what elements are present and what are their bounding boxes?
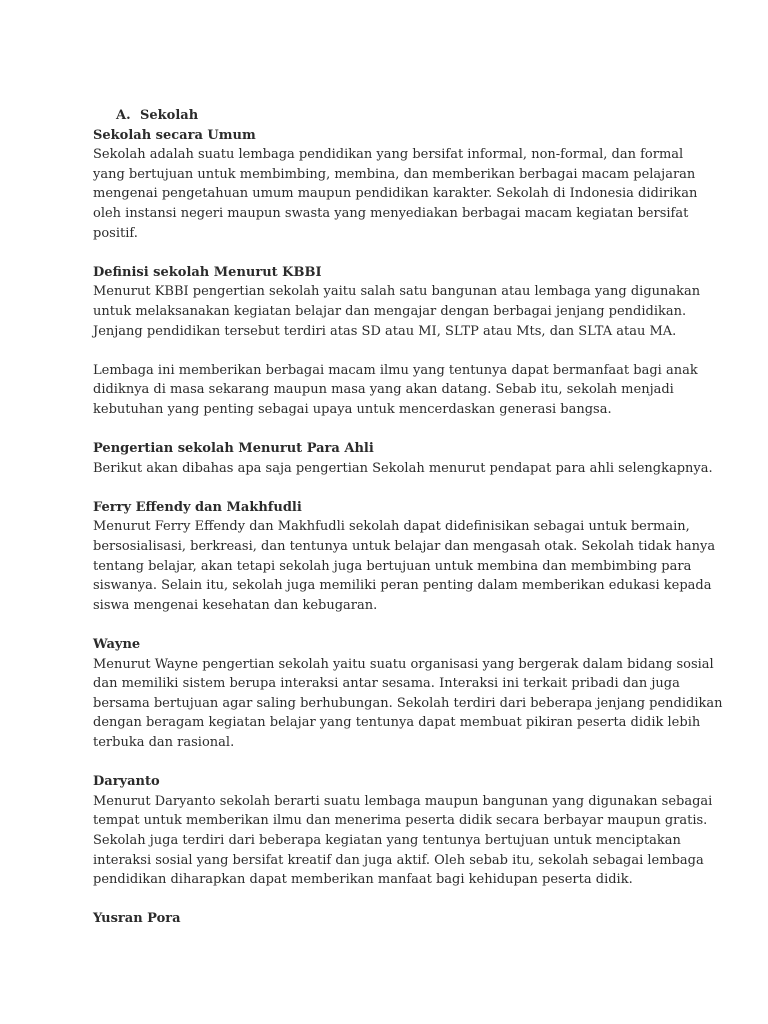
text-line: Menurut Ferry Effendy dan Makhfudli sekolah dapat didefinisikan sebagai untuk bermain, (93, 519, 690, 535)
text-line: Berikut akan dibahas apa saja pengertian Sekolah menurut pendapat para ahli selengkapnya. (93, 460, 713, 476)
text-line: bersosialisasi, berkreasi, dan tentunya untuk belajar dan mengasah otak. Sekolah tidak hanya (93, 539, 716, 555)
text-line: Menurut Wayne pengertian sekolah yaitu suatu organisasi yang bergerak dalam bidang sosial (93, 656, 714, 672)
text-line: Menurut Daryanto sekolah berarti suatu lembaga maupun bangunan yang digunakan sebagai (93, 793, 713, 809)
subheading: Yusran Pora (93, 911, 181, 927)
text-line: Lembaga ini memberikan berbagai macam ilmu yang tentunya dapat bermanfaat bagi anak (93, 362, 698, 378)
body-paragraph (93, 517, 716, 615)
text-line: tempat untuk memberikan ilmu dan menerima peserta didik secara berbayar maupun gratis. (93, 813, 708, 829)
paragraph-spacer (93, 890, 693, 910)
text-line: yang bertujuan untuk membimbing, membina, dan memberikan berbagai macam pelajaran (93, 166, 696, 182)
body-paragraph (93, 282, 701, 341)
paragraph-spacer (93, 753, 693, 773)
text-line: Menurut KBBI pengertian sekolah yaitu salah satu bangunan atau lembaga yang digunakan (93, 284, 701, 300)
body-paragraph (93, 361, 698, 420)
subheading: Daryanto (93, 774, 160, 790)
section-heading (93, 106, 693, 126)
text-line: interaksi sosial yang bersifat kreatif dan juga aktif. Oleh sebab itu, sekolah sebagai lembaga (93, 852, 704, 868)
text-line: didiknya di masa sekarang maupun masa yang akan datang. Sebab itu, sekolah menjadi (93, 382, 674, 398)
subheading: Wayne (93, 637, 141, 653)
text-line: Sekolah juga terdiri dari beberapa kegiatan yang tentunya bertujuan untuk menciptakan (93, 832, 681, 848)
text-line: terbuka dan rasional. (93, 735, 235, 750)
text-line: kebutuhan yang penting sebagai upaya untuk mencerdaskan generasi bangsa. (93, 401, 612, 417)
paragraph-spacer (93, 420, 693, 440)
subheading: Ferry Effendy dan Makhfudli (93, 499, 302, 515)
document-body (93, 106, 723, 929)
section-number: A. (116, 108, 131, 123)
text-line: Sekolah adalah suatu lembaga pendidikan yang bersifat informal, non-formal, dan formal (93, 147, 684, 163)
text-line: dengan beragam kegiatan belajar yang tentunya dapat membuat pikiran peserta didik lebih (93, 715, 701, 731)
text-line: mengenai pengetahuan umum maupun pendidikan karakter. Sekolah di Indonesia didirikan (93, 186, 698, 202)
body-paragraph (93, 459, 713, 479)
body-paragraph (93, 145, 698, 243)
text-line: bersama bertujuan agar saling berhubungan. Sekolah terdiri dari beberapa jenjang pendidikan (93, 695, 723, 711)
text-line: dan memiliki sistem berupa interaksi antar sesama. Interaksi ini terkait pribadi dan juga (93, 676, 680, 692)
text-line: Jenjang pendidikan tersebut terdiri atas SD atau MI, SLTP atau Mts, dan SLTA atau MA. (93, 323, 677, 339)
text-line: oleh instansi negeri maupun swasta yang menyediakan berbagai macam kegiatan bersifat (93, 205, 689, 221)
text-line: untuk melaksanakan kegiatan belajar dan mengajar dengan berbagai jenjang pendidikan. (93, 303, 687, 319)
text-line: positif. (93, 225, 138, 241)
paragraph-spacer (93, 615, 693, 635)
paragraph-spacer (93, 341, 693, 361)
paragraph-spacer (93, 478, 693, 498)
body-paragraph (93, 792, 713, 890)
subheading: Sekolah secara Umum (93, 127, 256, 143)
text-line: pendidikan diharapkan dapat memberikan manfaat bagi kehidupan peserta didik. (93, 872, 633, 888)
text-line: siswanya. Selain itu, sekolah juga memiliki peran penting dalam memberikan edukasi kepada (93, 578, 712, 594)
text-line: siswa mengenai kesehatan dan kebugaran. (93, 597, 378, 613)
subheading: Pengertian sekolah Menurut Para Ahli (93, 441, 374, 457)
section-title: Sekolah (140, 108, 199, 123)
text-line: tentang belajar, akan tetapi sekolah juga bertujuan untuk membina dan membimbing para (93, 558, 692, 574)
body-paragraph (93, 655, 723, 753)
paragraph-spacer (93, 243, 693, 263)
subheading: Definisi sekolah Menurut KBBI (93, 264, 322, 280)
